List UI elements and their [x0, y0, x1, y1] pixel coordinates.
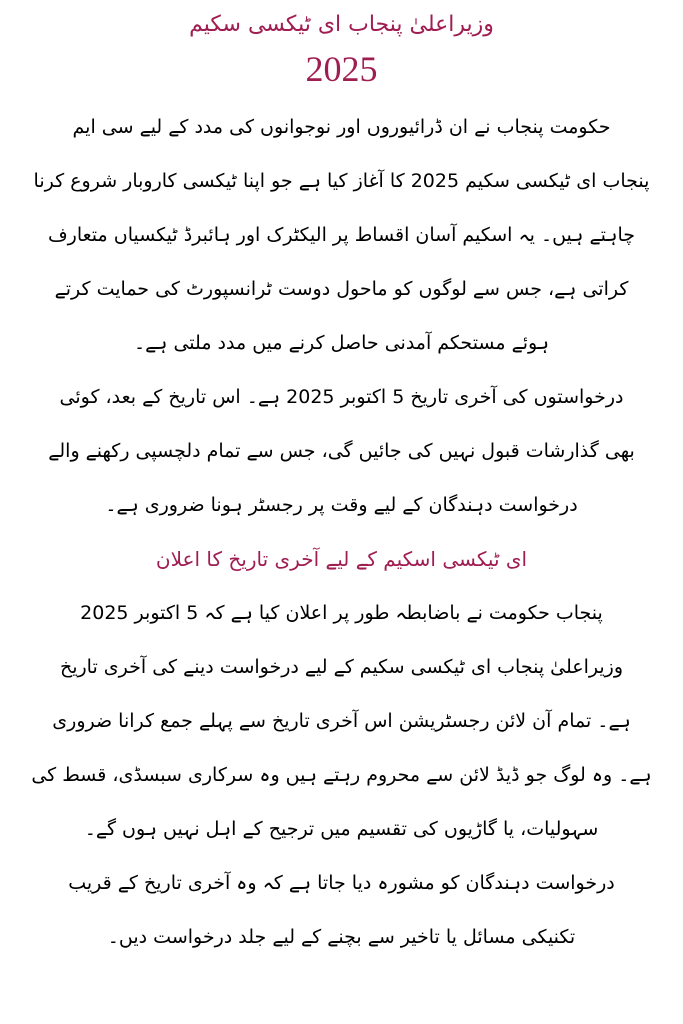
deadline-line: درخواستوں کی آخری تاریخ 5 اکتوبر 2025 ہے۔ اس تاریخ کے بعد، کوئی [59, 386, 624, 408]
deadline-line: بھی گذارشات قبول نہیں کی جائیں گی، جس سے تمام دلچسپی رکھنے والے [48, 440, 635, 462]
intro-line: حکومت پنجاب نے ان ڈرائیوروں اور نوجوانوں کی مدد کے لیے سی ایم [72, 116, 611, 138]
intro-line: ہوئے مستحکم آمدنی حاصل کرنے میں مدد ملتی ہے۔ [134, 332, 549, 354]
advice-line: درخواست دہندگان کو مشورہ دیا جاتا ہے کہ وہ آخری تاریخ کے قریب [68, 872, 615, 894]
advice-line: تکنیکی مسائل یا تاخیر سے بچنے کے لیے جلد درخواست دیں۔ [107, 926, 576, 948]
intro-line: کراتی ہے، جس سے لوگوں کو ماحول دوست ٹرانسپورٹ کی حمایت کرتے [54, 278, 629, 300]
announcement-line: سہولیات، یا گاڑیوں کی تقسیم میں ترجیح کے اہل نہیں ہوں گے۔ [84, 818, 599, 840]
announcement-line: ہے۔ تمام آن لائن رجسٹریشن اس آخری تاریخ سے پہلے جمع کرانا ضروری [52, 710, 631, 732]
intro-line: چاہتے ہیں۔ یہ اسکیم آسان اقساط پر الیکٹرک اور ہائبرڈ ٹیکسیاں متعارف [47, 224, 635, 246]
section-heading: ای ٹیکسی اسکیم کے لیے آخری تاریخ کا اعلان [155, 547, 528, 571]
intro-line: پنجاب ای ٹیکسی سکیم 2025 کا آغاز کیا ہے جو اپنا ٹیکسی کاروبار شروع کرنا [33, 170, 650, 192]
article-title: وزیراعلیٰ پنجاب ای ٹیکسی سکیم [189, 12, 494, 37]
announcement-line: وزیراعلیٰ پنجاب ای ٹیکسی سکیم کے لیے درخواست دینے کی آخری تاریخ [59, 656, 624, 678]
article-year: 2025 [305, 49, 378, 89]
deadline-line: درخواست دہندگان کے لیے وقت پر رجسٹر ہونا ضروری ہے۔ [105, 494, 578, 516]
announcement-line: ہے۔ وہ لوگ جو ڈیڈ لائن سے محروم رہتے ہیں وہ سرکاری سبسڈی، قسط کی [31, 764, 652, 786]
announcement-line: پنجاب حکومت نے باضابطہ طور پر اعلان کیا ہے کہ 5 اکتوبر 2025 [80, 602, 603, 624]
